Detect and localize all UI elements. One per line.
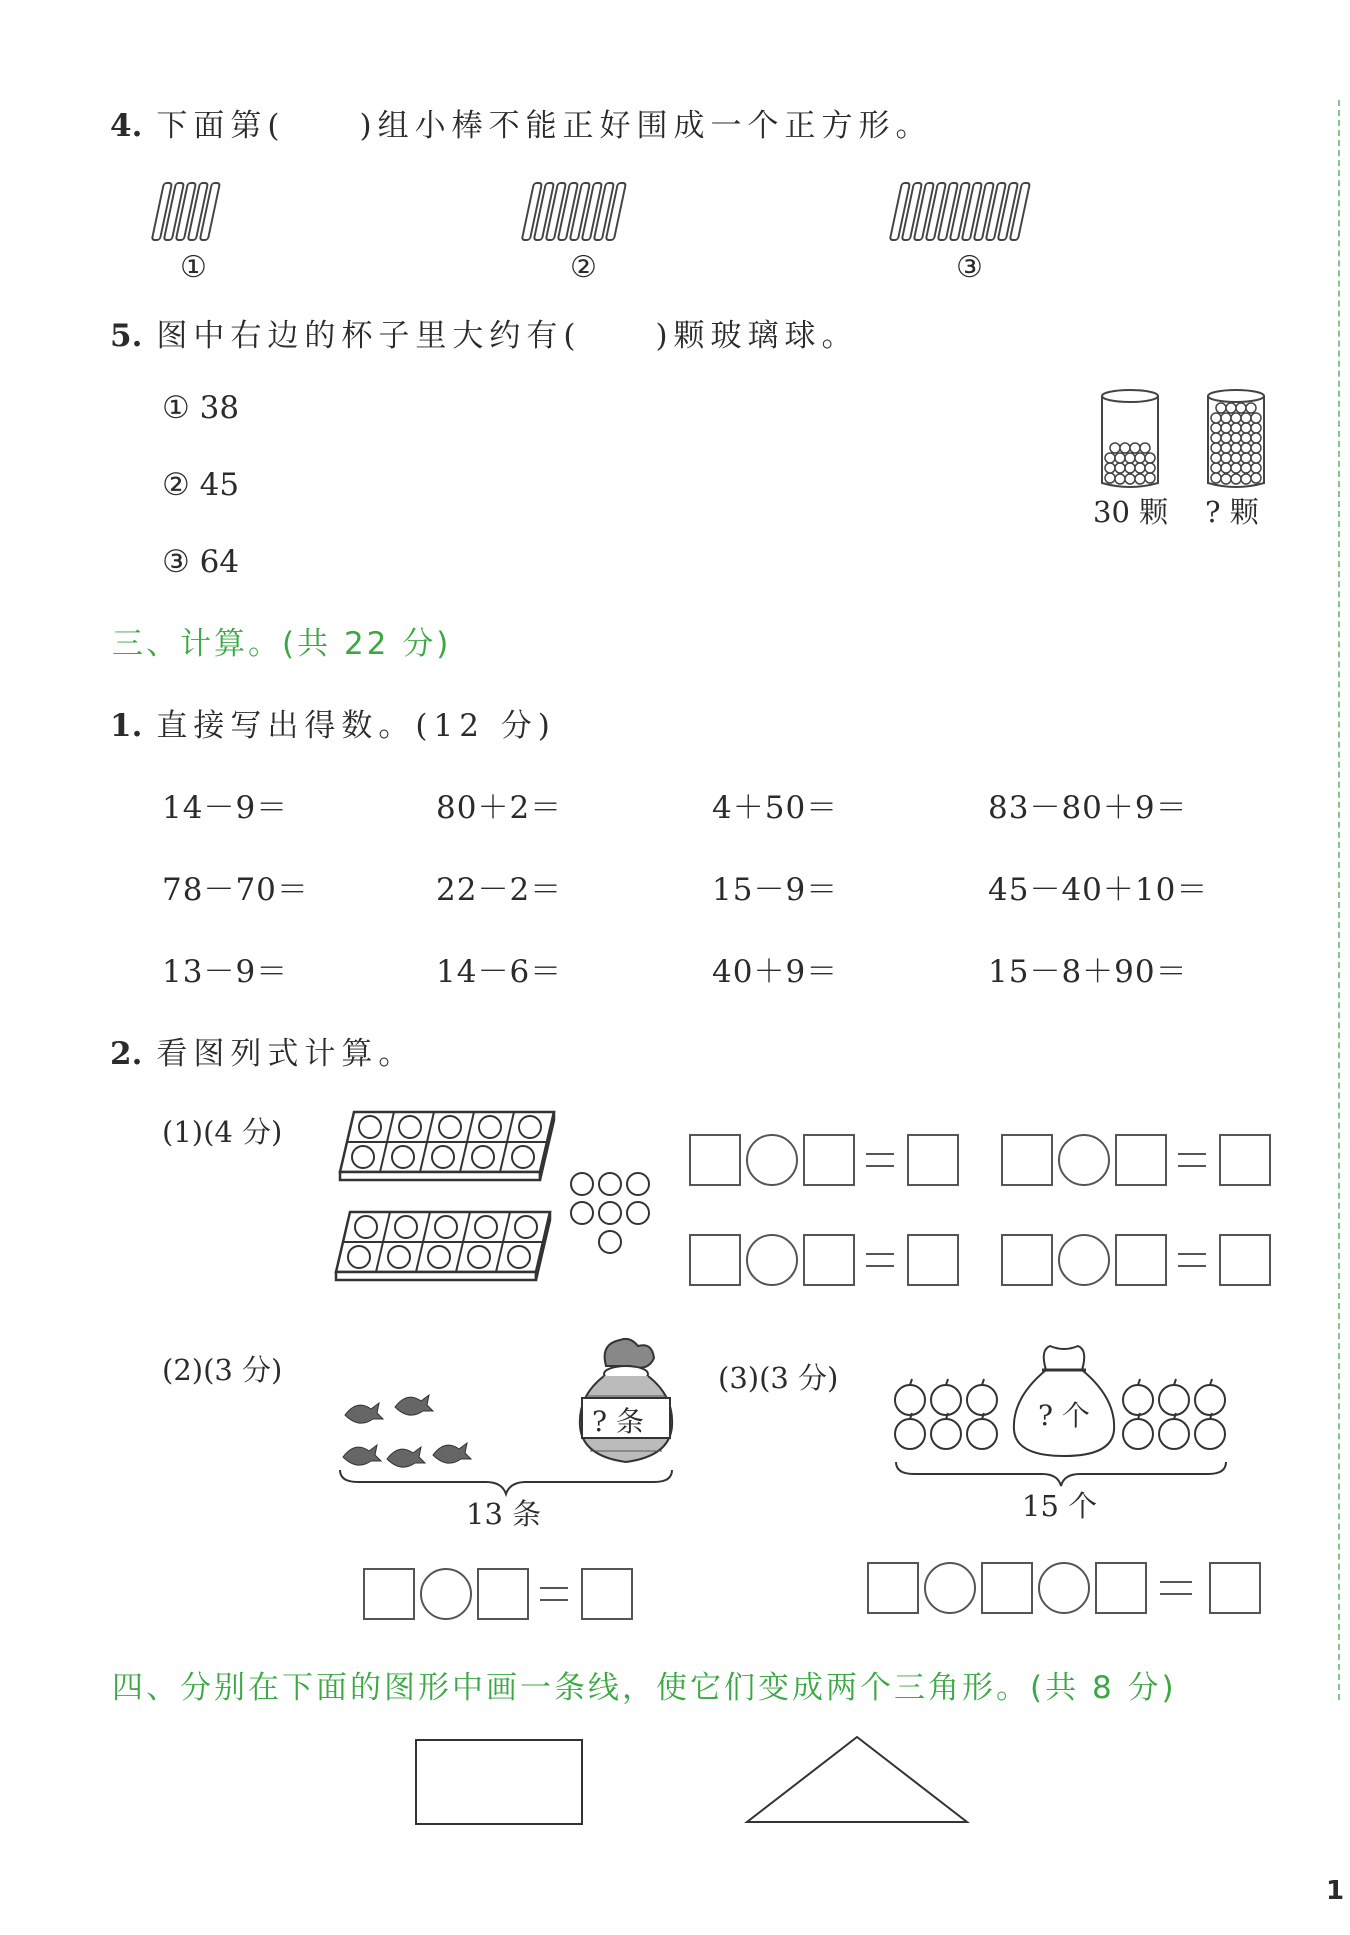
goldfish-group-icon xyxy=(335,1385,485,1480)
calc-item: 40＋9＝ xyxy=(712,954,839,990)
margin-dashed-line xyxy=(1338,100,1340,1700)
calc-item: 22－2＝ xyxy=(436,872,563,908)
calc-item: 15－8＋90＝ xyxy=(988,954,1188,990)
apple-total-label: 15 个 xyxy=(1022,1489,1098,1523)
money-bag-label: ? 个 xyxy=(1038,1399,1090,1432)
part-2-label: (2)(3 分) xyxy=(162,1353,283,1387)
stick-group-3-icon xyxy=(893,178,1053,248)
q5-option-2: ② 45 xyxy=(162,467,240,503)
part-1-label: (1)(4 分) xyxy=(162,1115,283,1149)
stick-group-2-icon xyxy=(525,178,645,248)
q4-option-3: ③ xyxy=(956,250,983,285)
equation-2[interactable] xyxy=(362,1566,634,1622)
calc-item: 4＋50＝ xyxy=(712,790,839,826)
q4-text: 4. 下面第( )组小棒不能正好围成一个正方形。 xyxy=(110,108,933,144)
q5-option-1: ① 38 xyxy=(162,390,240,426)
apples-left-icon xyxy=(892,1378,1012,1458)
apples-right-icon xyxy=(1120,1378,1240,1458)
calc-item: 45－40＋10＝ xyxy=(988,872,1209,908)
section-4-title: 四、分别在下面的图形中画一条线，使它们变成两个三角形。(共 8 分) xyxy=(112,1670,1177,1706)
part-3-label: (3)(3 分) xyxy=(718,1361,839,1395)
ten-frame-top-icon xyxy=(340,1108,560,1188)
q4-option-2: ② xyxy=(570,250,597,285)
calc-item: 83－80＋9＝ xyxy=(988,790,1188,826)
fish-jar-label: ? 条 xyxy=(592,1405,644,1438)
q5-text: 5. 图中右边的杯子里大约有( )颗玻璃球。 xyxy=(110,318,859,354)
cup-left-label: 30 颗 xyxy=(1093,495,1169,529)
equation-3[interactable] xyxy=(866,1560,1262,1616)
triangle-shape[interactable] xyxy=(744,1734,970,1826)
equation-1-4[interactable] xyxy=(1000,1232,1270,1288)
q5-option-3: ③ 64 xyxy=(162,544,240,580)
calc-item: 15－9＝ xyxy=(712,872,839,908)
rectangle-shape[interactable] xyxy=(414,1738,584,1828)
section-3-title: 三、计算。(共 22 分) xyxy=(112,626,452,662)
calc2-text: 2. 看图列式计算。 xyxy=(110,1036,416,1072)
calc-item: 14－6＝ xyxy=(436,954,563,990)
equation-1-3[interactable] xyxy=(688,1232,958,1288)
calc1-text: 1. 直接写出得数。(12 分) xyxy=(110,708,556,744)
equation-1-2[interactable] xyxy=(1000,1132,1270,1188)
cup-right-label: ? 颗 xyxy=(1205,495,1259,529)
calc-item: 14－9＝ xyxy=(162,790,289,826)
calc-item: 80＋2＝ xyxy=(436,790,563,826)
cup-left-icon xyxy=(1098,388,1162,493)
ten-frame-bottom-icon xyxy=(336,1208,556,1288)
page-number: 1 xyxy=(1326,1876,1345,1906)
stick-group-1-icon xyxy=(155,178,235,248)
loose-counters-icon xyxy=(566,1166,666,1266)
calc-item: 78－70＝ xyxy=(162,872,309,908)
calc-item: 13－9＝ xyxy=(162,954,289,990)
cup-right-icon xyxy=(1204,388,1268,493)
equation-1-1[interactable] xyxy=(688,1132,958,1188)
q4-option-1: ① xyxy=(180,250,207,285)
fish-total-label: 13 条 xyxy=(466,1497,542,1531)
